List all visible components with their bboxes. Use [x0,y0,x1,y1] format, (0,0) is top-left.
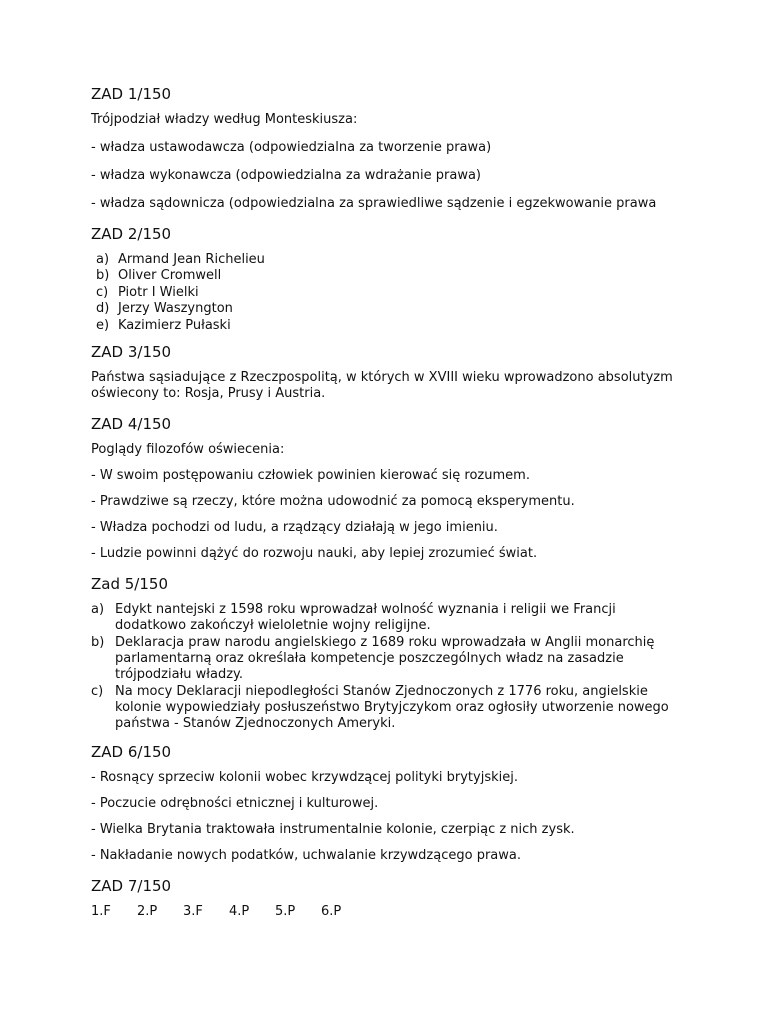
zad3-heading: ZAD 3/150 [91,343,172,362]
zad6-line: - Wielka Brytania traktowała instrumentalnie kolonie, czerpiąc z nich zysk. [91,822,575,838]
list-item-text: Kazimierz Pułaski [118,317,231,333]
list-marker: c) [91,683,104,699]
list-item-text: Armand Jean Richelieu [118,252,265,267]
zad4-line: - Władza pochodzi od ludu, a rządzący działają w jego imieniu. [91,520,498,536]
list-marker: c) [96,284,109,300]
list-marker: d) [96,301,110,317]
list-marker: e) [96,317,110,333]
list-marker: b) [91,634,105,650]
zad1-heading: ZAD 1/150 [91,85,172,103]
list-item-text: Edykt nantejski z 1598 roku wprowadzał wolność wyznania i religii we Francji dodatkowo zakończył wieloletnie wojny religijne. [115,602,616,634]
zad1-line: - władza sądownicza (odpowiedzialna za sprawiedliwe sądzenie i egzekwowanie prawa [91,196,657,211]
list-item-text: Oliver Cromwell [118,268,222,284]
answer-item: 2.P [137,904,158,920]
list-item [91,684,708,733]
list-item [91,268,708,284]
zad4-line: - W swoim postępowaniu człowiek powinien kierować się rozumem. [91,468,530,484]
list-item [91,285,708,301]
zad1-line: - władza ustawodawcza (odpowiedzialna za tworzenie prawa) [91,140,492,155]
zad6-line: - Rosnący sprzeciw kolonii wobec krzywdzącej polityki brytyjskiej. [91,770,518,786]
zad2-list [91,252,708,334]
zad4-line: - Ludzie powinni dążyć do rozwoju nauki, aby lepiej zrozumieć świat. [91,546,538,562]
list-item-text: Deklaracja praw narodu angielskiego z 1689 roku wprowadzała w Anglii monarchię parlamentarną oraz określała kompetencje poszczególnych władz na zasadzie trójpodziału władzy. [115,634,655,683]
zad4-intro: Poglądy filozofów oświecenia: [91,442,285,458]
zad5-list [91,602,708,732]
list-marker: a) [91,602,105,618]
list-item [91,635,708,684]
list-item [91,252,708,268]
zad4-line: - Prawdziwe są rzeczy, które można udowodnić za pomocą eksperymentu. [91,494,575,510]
zad6-heading: ZAD 6/150 [91,743,172,762]
zad6-line: - Nakładanie nowych podatków, uchwalanie krzywdzącego prawa. [91,848,522,864]
zad3-text: Państwa sąsiadujące z Rzeczpospolitą, w których w XVIII wieku wprowadzono absolutyzm oświecony to: Rosja, Prusy i Austria. [91,370,673,402]
list-marker: a) [96,252,110,267]
zad1-line: - władza wykonawcza (odpowiedzialna za wdrażanie prawa) [91,168,481,183]
list-marker: b) [96,268,110,284]
list-item [91,318,708,334]
answer-item: 5.P [275,904,296,920]
zad2-heading: ZAD 2/150 [91,225,172,243]
answer-item: 3.F [183,904,203,920]
zad4-heading: ZAD 4/150 [91,415,172,434]
zad5-heading: Zad 5/150 [91,575,168,594]
zad6-line: - Poczucie odrębności etnicznej i kulturowej. [91,796,379,812]
answer-item: 4.P [229,904,250,920]
list-item-text: Jerzy Waszyngton [118,301,233,317]
zad7-answers [91,904,708,920]
list-item-text: Na mocy Deklaracji niepodległości Stanów Zjednoczonych z 1776 roku, angielskie kolonie wypowiedziały posłuszeństwo Brytyjczykom oraz ogłosiły utworzenie nowego państwa - Stanów Zjednoczonych Ameryki. [115,683,669,732]
zad7-heading: ZAD 7/150 [91,877,172,896]
zad1-intro: Trójpodział władzy według Monteskiusza: [91,112,358,127]
list-item [91,301,708,317]
answer-item: 6.P [321,904,342,920]
answer-item: 1.F [91,904,111,920]
list-item-text: Piotr I Wielki [118,284,199,300]
list-item [91,602,708,635]
